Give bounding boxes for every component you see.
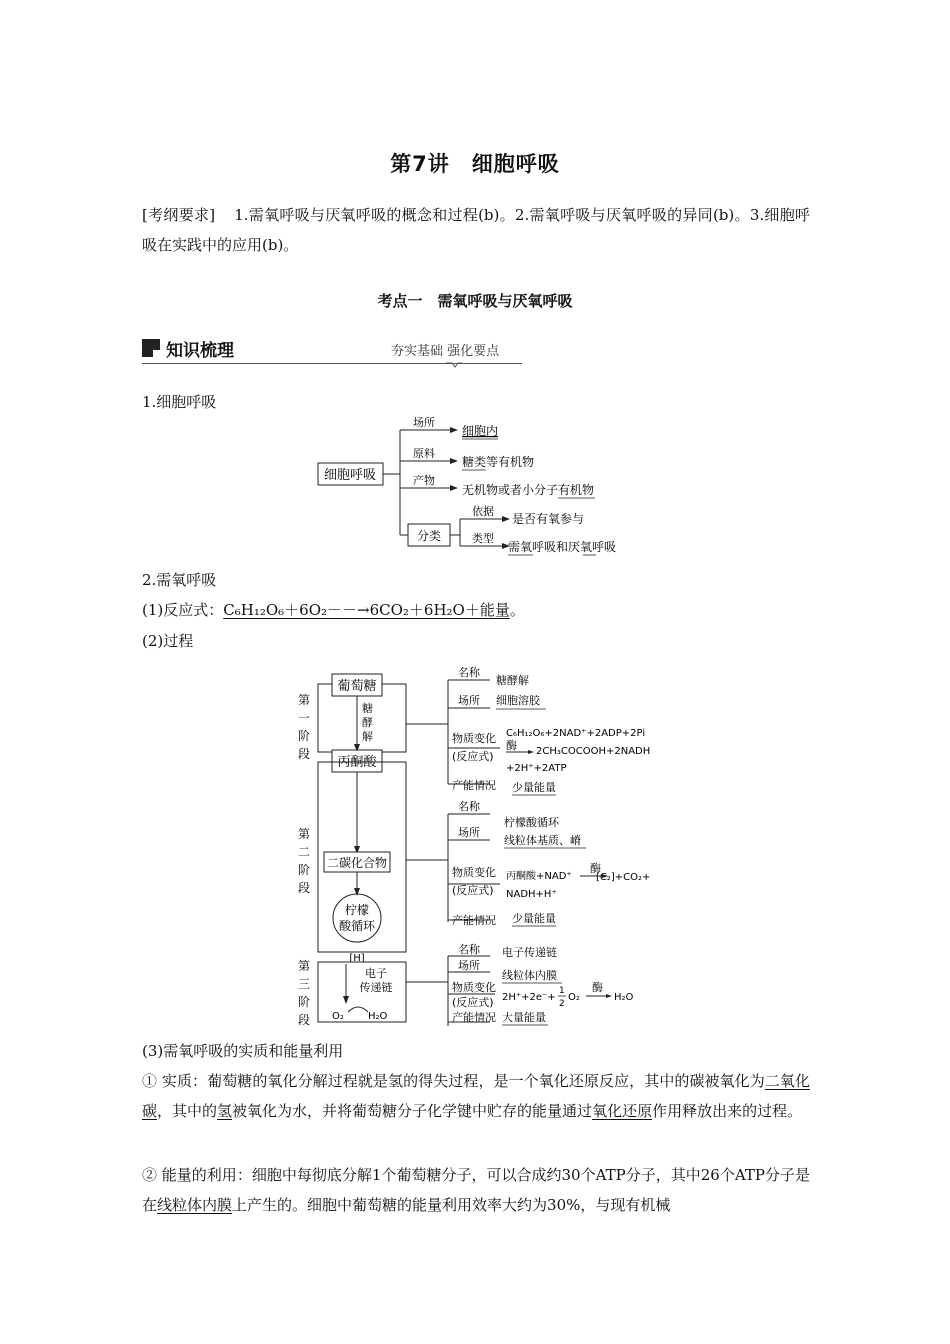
detail-label: 名称: [458, 666, 480, 679]
p1-text-c: 被氧化为水，并将葡萄糖分子化学键中贮存的能量通过: [232, 1102, 593, 1120]
detail-label: (反应式): [452, 996, 494, 1009]
stage3-half-num: 1: [559, 986, 565, 996]
reaction-equation: C₆H₁₂O₆＋6O₂－－→6CO₂＋6H₂O＋能量: [223, 601, 510, 619]
tca-cycle-circle: [333, 894, 381, 942]
stage1-energy: 少量能量: [512, 781, 556, 794]
tree-branch-label: 场所: [413, 416, 435, 429]
stage2-enzyme: 酶: [590, 862, 601, 875]
detail-label: 场所: [458, 959, 480, 972]
stage3-enzyme: 酶: [592, 981, 603, 994]
h-label: [H]: [349, 953, 365, 964]
requirements-label: [考纲要求]: [142, 206, 216, 224]
stage3-c3: 阶: [298, 995, 311, 1009]
stage1-c3: 阶: [298, 729, 311, 743]
glycolysis-c1: 糖: [362, 702, 373, 715]
p2-text-a: ② 能量的利用：细胞中每彻底分解1个葡萄糖分子，可以合成约30个ATP分子，其中26个ATP分子是在: [142, 1166, 810, 1214]
stage2-eq1: 丙酮酸+NAD⁺: [506, 871, 572, 882]
detail-label: 场所: [458, 826, 480, 839]
stage1-place: 细胞溶胶: [496, 694, 540, 707]
tree-classify-item-value: 是否有氧参与: [512, 512, 585, 526]
glycolysis-c3: 解: [362, 730, 373, 743]
stage1-c1: 第: [298, 693, 311, 707]
cell-respiration-tree: [300, 410, 660, 560]
glucose-label: 葡萄糖: [337, 679, 377, 694]
stage3-name: 电子传递链: [502, 946, 557, 959]
detail-label: (反应式): [452, 884, 494, 897]
banner-notch-icon: [446, 358, 462, 368]
page-title: 第7讲 细胞呼吸: [390, 152, 560, 176]
p1-underline-1: 二氧化碳: [142, 1072, 810, 1120]
detail-label: (反应式): [452, 750, 494, 763]
detail-label: 名称: [458, 800, 480, 813]
stage2-details: [448, 800, 650, 927]
detail-label: 名称: [458, 943, 480, 956]
stage3-c4: 段: [298, 1013, 311, 1027]
stage2-eq2: [C₂]+CO₂+: [596, 872, 651, 883]
stage2-energy: 少量能量: [512, 912, 556, 925]
stage2-c4: 段: [298, 881, 311, 895]
p2-underline-1: 线粒体内膜: [157, 1196, 233, 1214]
tree-branch-value: 糖类等有机物: [462, 455, 535, 469]
tree-branch-label: 原料: [413, 447, 435, 460]
stage1-c2: 一: [298, 711, 311, 725]
section-title: 考点一 需氧呼吸与厌氧呼吸: [377, 292, 573, 310]
stage2-place: 线粒体基质、嵴: [504, 834, 581, 847]
tree-branch-value: 细胞内: [462, 424, 499, 438]
o2-label: O₂: [332, 1011, 344, 1022]
glycolysis-c2: 酵: [362, 716, 373, 729]
p1-text-b: ，其中的: [157, 1102, 218, 1120]
tca-label-1: 柠檬: [344, 903, 370, 917]
aerobic-process-diagram: [290, 664, 670, 1030]
p1-text-d: 作用释放出来的过程。: [652, 1102, 803, 1120]
stage3-c1: 第: [298, 959, 311, 973]
stage1-eq1: C₆H₁₂O₆+2NAD⁺+2ADP+2Pi: [506, 728, 646, 739]
reaction-end: 。: [509, 601, 525, 619]
tree-classify-label: 分类: [416, 529, 442, 543]
banner-square-cut: [153, 350, 160, 357]
p1-underline-2: 氢: [217, 1102, 233, 1120]
stage3-half-den: 2: [559, 999, 565, 1009]
detail-label: 产能情况: [452, 779, 496, 792]
banner-underline: [142, 363, 522, 364]
banner-title: 知识梳理: [166, 341, 234, 361]
tree-classify-item-label: 类型: [472, 532, 494, 545]
section3-paragraph-2: [142, 1160, 810, 1220]
stage2-c1: 第: [298, 827, 311, 841]
stage2-c3: 阶: [298, 863, 311, 877]
detail-label: 物质变化: [452, 732, 496, 745]
tree-branch-value: 无机物或者小分子有机物: [462, 483, 595, 497]
process-heading: (2)过程: [142, 632, 194, 650]
section2-heading: 2.需氧呼吸: [142, 571, 217, 589]
detail-label: 物质变化: [452, 866, 496, 879]
stage2-name: 柠檬酸循环: [504, 816, 559, 829]
stage1-c4: 段: [298, 747, 311, 761]
detail-label: 场所: [458, 694, 480, 707]
stage-labels: [298, 693, 310, 1027]
reaction-line: [142, 595, 810, 625]
stage3-energy: 大量能量: [502, 1011, 546, 1024]
stage3-c2: 三: [298, 977, 311, 991]
pyruvate-label: 丙酮酸: [337, 755, 377, 770]
p2-text-b: 上产生的。细胞中葡萄糖的能量利用效率大约为30%，与现有机械: [232, 1196, 671, 1214]
tca-label-2: 酸循环: [338, 919, 376, 933]
detail-label: 物质变化: [452, 981, 496, 994]
stage3-details: [448, 943, 634, 1025]
tree-classify-item-label: 依据: [472, 505, 494, 518]
tree-classify-item-value: 需氧呼吸和厌氧呼吸: [508, 540, 617, 554]
detail-label: 产能情况: [452, 914, 496, 927]
tree-branch-label: 产物: [413, 474, 435, 487]
stage3-eq2: H₂O: [614, 992, 634, 1003]
detail-label: 产能情况: [452, 1011, 496, 1024]
stage2-c2: 二: [298, 845, 311, 859]
tree-root: 细胞呼吸: [323, 468, 377, 483]
reaction-label: (1)反应式：: [142, 601, 224, 619]
etc-label-1: 电子: [365, 967, 387, 980]
stage2-eq3: NADH+H⁺: [506, 889, 557, 900]
stage1-eq3: +2H⁺+2ATP: [506, 763, 567, 774]
c2-label: 二碳化合物: [326, 856, 388, 870]
stage1-enzyme: 酶: [506, 739, 517, 752]
etc-label-2: 传递链: [359, 981, 393, 994]
stage1-details: [448, 666, 650, 795]
section3-paragraph-1: [142, 1066, 810, 1126]
p1-text-a: ① 实质：葡萄糖的氧化分解过程就是氢的得失过程，是一个氧化还原反应，其中的碳被氧化为: [142, 1072, 765, 1090]
banner-subtitle: 夯实基础 强化要点: [391, 344, 500, 359]
stage1-eq2: 2CH₃COCOOH+2NADH: [536, 746, 651, 757]
stage3-eq1: 2H⁺+2e⁻+: [502, 992, 556, 1003]
section3-heading: (3)需氧呼吸的实质和能量利用: [142, 1042, 344, 1060]
h2o-label: H₂O: [368, 1011, 388, 1022]
requirements-text: 1.需氧呼吸与厌氧呼吸的概念和过程(b)。2.需氧呼吸与厌氧呼吸的异同(b)。3.细胞呼吸在实践中的应用(b)。: [142, 206, 810, 254]
section1-heading: 1.细胞呼吸: [142, 393, 217, 411]
stage3-eq1b: O₂: [568, 992, 580, 1003]
stage1-name: 糖酵解: [496, 674, 529, 687]
p1-underline-3: 氧化还原: [592, 1102, 653, 1120]
stage3-place: 线粒体内膜: [502, 969, 557, 982]
requirements: [142, 200, 810, 260]
